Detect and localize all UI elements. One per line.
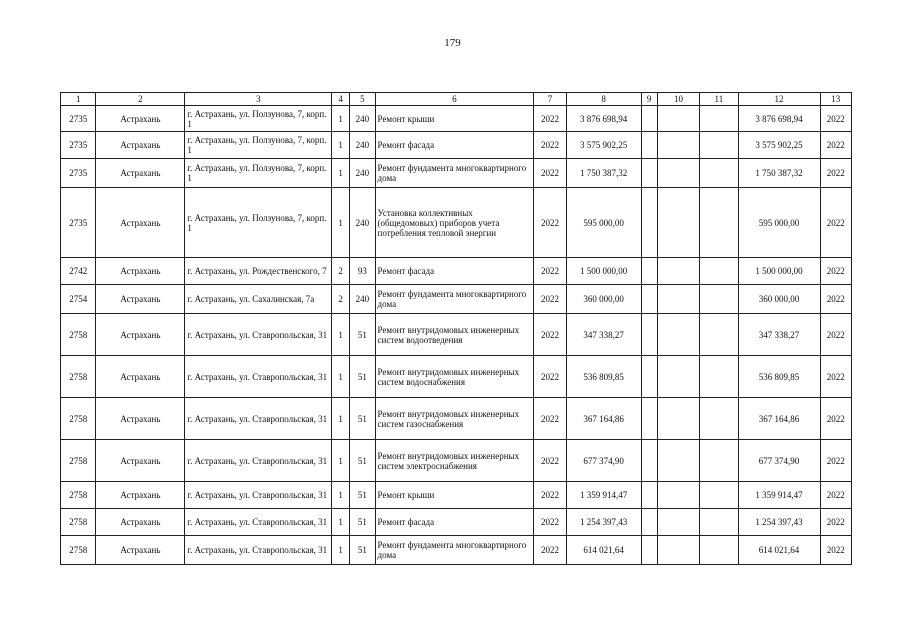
- column-5-cell: 51: [350, 314, 375, 356]
- row-number-cell: 2754: [61, 285, 96, 314]
- column-9-cell: [641, 440, 657, 482]
- work-type-cell: Установка коллективных (общедомовых) приборов учета потребления тепловой энергии: [375, 188, 534, 258]
- column-10-cell: [657, 440, 699, 482]
- column-5-cell: 51: [350, 536, 375, 565]
- total-cost-cell: 367 164,86: [738, 398, 820, 440]
- column-11-cell: [700, 285, 738, 314]
- column-5-cell: 51: [350, 482, 375, 509]
- column-4-cell: 1: [332, 482, 350, 509]
- address-cell: г. Астрахань, ул. Сахалинская, 7а: [185, 285, 332, 314]
- address-cell: г. Астрахань, ул. Ползунова, 7, корп. 1: [185, 188, 332, 258]
- total-cost-cell: 347 338,27: [738, 314, 820, 356]
- column-header: 2: [96, 93, 185, 106]
- column-9-cell: [641, 285, 657, 314]
- column-9-cell: [641, 356, 657, 398]
- city-cell: Астрахань: [96, 258, 185, 285]
- row-number-cell: 2735: [61, 188, 96, 258]
- row-number-cell: 2758: [61, 482, 96, 509]
- column-10-cell: [657, 398, 699, 440]
- column-4-cell: 1: [332, 159, 350, 188]
- row-number-cell: 2735: [61, 106, 96, 132]
- table-row: [61, 482, 852, 509]
- total-cost-cell: 614 021,64: [738, 536, 820, 565]
- column-header: 6: [375, 93, 534, 106]
- table-row: [61, 132, 852, 159]
- row-number-cell: 2758: [61, 440, 96, 482]
- address-cell: г. Астрахань, ул. Ставропольская, 31: [185, 440, 332, 482]
- cost-cell: 1 359 914,47: [566, 482, 641, 509]
- total-cost-cell: 3 575 902,25: [738, 132, 820, 159]
- column-header: 1: [61, 93, 96, 106]
- year-cell: 2022: [534, 159, 566, 188]
- total-cost-cell: 677 374,90: [738, 440, 820, 482]
- column-4-cell: 1: [332, 440, 350, 482]
- cost-cell: 3 575 902,25: [566, 132, 641, 159]
- column-4-cell: 2: [332, 285, 350, 314]
- work-type-cell: Ремонт внутридомовых инженерных систем водоснабжения: [375, 356, 534, 398]
- column-11-cell: [700, 188, 738, 258]
- table-row: [61, 440, 852, 482]
- column-11-cell: [700, 356, 738, 398]
- work-type-cell: Ремонт фасада: [375, 509, 534, 536]
- year-cell: 2022: [534, 314, 566, 356]
- city-cell: Астрахань: [96, 106, 185, 132]
- total-cost-cell: 3 876 698,94: [738, 106, 820, 132]
- column-10-cell: [657, 188, 699, 258]
- year-cell: 2022: [534, 536, 566, 565]
- row-number-cell: 2742: [61, 258, 96, 285]
- cost-cell: 347 338,27: [566, 314, 641, 356]
- column-11-cell: [700, 482, 738, 509]
- column-header: 5: [350, 93, 375, 106]
- column-5-cell: 51: [350, 440, 375, 482]
- year-cell: 2022: [534, 440, 566, 482]
- column-4-cell: 2: [332, 258, 350, 285]
- completion-year-cell: 2022: [820, 536, 851, 565]
- repair-program-table: [60, 92, 852, 565]
- city-cell: Астрахань: [96, 536, 185, 565]
- total-cost-cell: 1 254 397,43: [738, 509, 820, 536]
- year-cell: 2022: [534, 132, 566, 159]
- cost-cell: 3 876 698,94: [566, 106, 641, 132]
- table-row: [61, 509, 852, 536]
- address-cell: г. Астрахань, ул. Рождественского, 7: [185, 258, 332, 285]
- row-number-cell: 2758: [61, 314, 96, 356]
- column-5-cell: 240: [350, 159, 375, 188]
- completion-year-cell: 2022: [820, 188, 851, 258]
- column-10-cell: [657, 356, 699, 398]
- column-9-cell: [641, 188, 657, 258]
- total-cost-cell: 360 000,00: [738, 285, 820, 314]
- table-row: [61, 356, 852, 398]
- column-11-cell: [700, 132, 738, 159]
- work-type-cell: Ремонт крыши: [375, 106, 534, 132]
- city-cell: Астрахань: [96, 482, 185, 509]
- city-cell: Астрахань: [96, 440, 185, 482]
- column-9-cell: [641, 314, 657, 356]
- address-cell: г. Астрахань, ул. Ставропольская, 31: [185, 482, 332, 509]
- column-5-cell: 93: [350, 258, 375, 285]
- column-10-cell: [657, 106, 699, 132]
- cost-cell: 677 374,90: [566, 440, 641, 482]
- completion-year-cell: 2022: [820, 509, 851, 536]
- city-cell: Астрахань: [96, 188, 185, 258]
- address-cell: г. Астрахань, ул. Ставропольская, 31: [185, 398, 332, 440]
- column-4-cell: 1: [332, 536, 350, 565]
- year-cell: 2022: [534, 106, 566, 132]
- cost-cell: 367 164,86: [566, 398, 641, 440]
- column-header: 9: [641, 93, 657, 106]
- completion-year-cell: 2022: [820, 285, 851, 314]
- column-4-cell: 1: [332, 132, 350, 159]
- table-row: [61, 188, 852, 258]
- row-number-cell: 2758: [61, 356, 96, 398]
- cost-cell: 1 750 387,32: [566, 159, 641, 188]
- city-cell: Астрахань: [96, 285, 185, 314]
- row-number-cell: 2758: [61, 398, 96, 440]
- table-row: [61, 106, 852, 132]
- address-cell: г. Астрахань, ул. Ползунова, 7, корп. 1: [185, 106, 332, 132]
- completion-year-cell: 2022: [820, 440, 851, 482]
- column-header: 7: [534, 93, 566, 106]
- column-header: 8: [566, 93, 641, 106]
- column-5-cell: 240: [350, 188, 375, 258]
- column-11-cell: [700, 159, 738, 188]
- work-type-cell: Ремонт внутридомовых инженерных систем электроснабжения: [375, 440, 534, 482]
- column-header: 11: [700, 93, 738, 106]
- city-cell: Астрахань: [96, 159, 185, 188]
- column-5-cell: 240: [350, 285, 375, 314]
- completion-year-cell: 2022: [820, 398, 851, 440]
- column-11-cell: [700, 509, 738, 536]
- column-4-cell: 1: [332, 356, 350, 398]
- column-4-cell: 1: [332, 188, 350, 258]
- row-number-cell: 2735: [61, 159, 96, 188]
- work-type-cell: Ремонт внутридомовых инженерных систем газоснабжения: [375, 398, 534, 440]
- total-cost-cell: 595 000,00: [738, 188, 820, 258]
- work-type-cell: Ремонт внутридомовых инженерных систем водоотведения: [375, 314, 534, 356]
- table-row: [61, 159, 852, 188]
- column-9-cell: [641, 132, 657, 159]
- work-type-cell: Ремонт крыши: [375, 482, 534, 509]
- column-9-cell: [641, 482, 657, 509]
- completion-year-cell: 2022: [820, 258, 851, 285]
- column-4-cell: 1: [332, 398, 350, 440]
- row-number-cell: 2758: [61, 509, 96, 536]
- column-5-cell: 240: [350, 106, 375, 132]
- column-9-cell: [641, 159, 657, 188]
- table-header-row: [61, 93, 852, 106]
- table-row: [61, 536, 852, 565]
- column-5-cell: 51: [350, 509, 375, 536]
- total-cost-cell: 1 500 000,00: [738, 258, 820, 285]
- table-row: [61, 285, 852, 314]
- year-cell: 2022: [534, 509, 566, 536]
- work-type-cell: Ремонт фасада: [375, 132, 534, 159]
- column-4-cell: 1: [332, 314, 350, 356]
- completion-year-cell: 2022: [820, 356, 851, 398]
- total-cost-cell: 536 809,85: [738, 356, 820, 398]
- total-cost-cell: 1 359 914,47: [738, 482, 820, 509]
- column-11-cell: [700, 106, 738, 132]
- page-number: 179: [444, 37, 461, 49]
- column-header: 13: [820, 93, 851, 106]
- work-type-cell: Ремонт фундамента многоквартирного дома: [375, 285, 534, 314]
- column-9-cell: [641, 509, 657, 536]
- column-header: 3: [185, 93, 332, 106]
- column-4-cell: 1: [332, 509, 350, 536]
- column-9-cell: [641, 398, 657, 440]
- completion-year-cell: 2022: [820, 314, 851, 356]
- year-cell: 2022: [534, 356, 566, 398]
- column-header: 10: [657, 93, 699, 106]
- completion-year-cell: 2022: [820, 159, 851, 188]
- address-cell: г. Астрахань, ул. Ползунова, 7, корп. 1: [185, 132, 332, 159]
- row-number-cell: 2758: [61, 536, 96, 565]
- cost-cell: 1 254 397,43: [566, 509, 641, 536]
- column-11-cell: [700, 398, 738, 440]
- table-row: [61, 258, 852, 285]
- column-11-cell: [700, 258, 738, 285]
- column-9-cell: [641, 258, 657, 285]
- cost-cell: 536 809,85: [566, 356, 641, 398]
- column-4-cell: 1: [332, 106, 350, 132]
- column-10-cell: [657, 285, 699, 314]
- column-10-cell: [657, 509, 699, 536]
- address-cell: г. Астрахань, ул. Ставропольская, 31: [185, 536, 332, 565]
- year-cell: 2022: [534, 482, 566, 509]
- column-10-cell: [657, 258, 699, 285]
- total-cost-cell: 1 750 387,32: [738, 159, 820, 188]
- table-row: [61, 314, 852, 356]
- address-cell: г. Астрахань, ул. Ставропольская, 31: [185, 356, 332, 398]
- year-cell: 2022: [534, 188, 566, 258]
- cost-cell: 360 000,00: [566, 285, 641, 314]
- year-cell: 2022: [534, 285, 566, 314]
- column-10-cell: [657, 314, 699, 356]
- column-5-cell: 51: [350, 356, 375, 398]
- city-cell: Астрахань: [96, 314, 185, 356]
- completion-year-cell: 2022: [820, 482, 851, 509]
- city-cell: Астрахань: [96, 132, 185, 159]
- column-10-cell: [657, 482, 699, 509]
- table-row: [61, 398, 852, 440]
- year-cell: 2022: [534, 398, 566, 440]
- column-5-cell: 51: [350, 398, 375, 440]
- city-cell: Астрахань: [96, 398, 185, 440]
- column-11-cell: [700, 314, 738, 356]
- address-cell: г. Астрахань, ул. Ползунова, 7, корп. 1: [185, 159, 332, 188]
- address-cell: г. Астрахань, ул. Ставропольская, 31: [185, 314, 332, 356]
- column-11-cell: [700, 440, 738, 482]
- column-10-cell: [657, 132, 699, 159]
- completion-year-cell: 2022: [820, 132, 851, 159]
- work-type-cell: Ремонт фасада: [375, 258, 534, 285]
- column-9-cell: [641, 106, 657, 132]
- completion-year-cell: 2022: [820, 106, 851, 132]
- column-10-cell: [657, 536, 699, 565]
- cost-cell: 595 000,00: [566, 188, 641, 258]
- column-5-cell: 240: [350, 132, 375, 159]
- work-type-cell: Ремонт фундамента многоквартирного дома: [375, 536, 534, 565]
- year-cell: 2022: [534, 258, 566, 285]
- work-type-cell: Ремонт фундамента многоквартирного дома: [375, 159, 534, 188]
- column-10-cell: [657, 159, 699, 188]
- cost-cell: 1 500 000,00: [566, 258, 641, 285]
- cost-cell: 614 021,64: [566, 536, 641, 565]
- city-cell: Астрахань: [96, 356, 185, 398]
- column-header: 4: [332, 93, 350, 106]
- column-11-cell: [700, 536, 738, 565]
- address-cell: г. Астрахань, ул. Ставропольская, 31: [185, 509, 332, 536]
- row-number-cell: 2735: [61, 132, 96, 159]
- city-cell: Астрахань: [96, 509, 185, 536]
- column-header: 12: [738, 93, 820, 106]
- column-9-cell: [641, 536, 657, 565]
